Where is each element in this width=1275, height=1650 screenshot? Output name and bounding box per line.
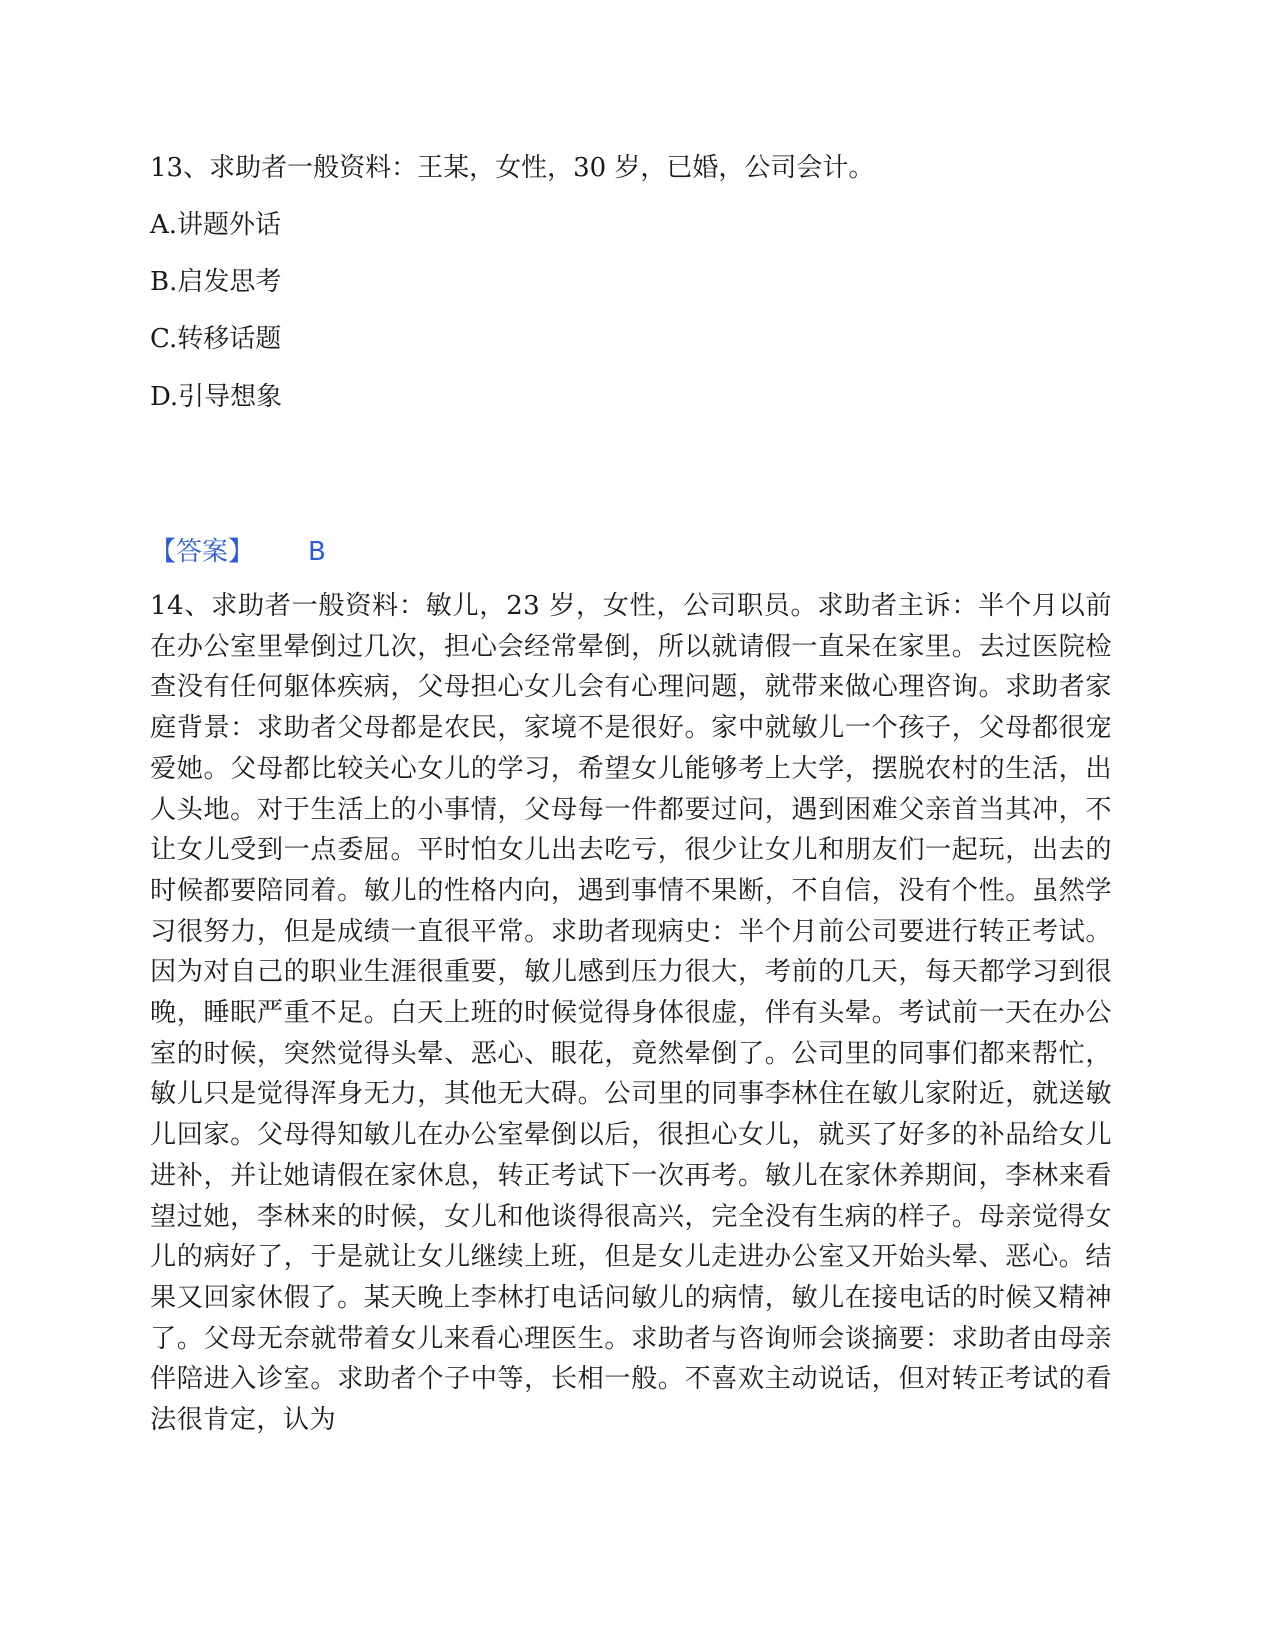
answer-label: 【答案】 [150, 537, 255, 567]
question-13-option-c: C.转移话题 [150, 324, 282, 354]
question-14-text: 14、求助者一般资料：敏儿，23 岁，女性，公司职员。求助者主诉：半个月以前在办公室里晕倒过几次，担心会经常晕倒，所以就请假一直呆在家里。去过医院检查没有任何躯体疾病，父母担心女儿会有心理问题，就带来做心理咨询。求助者家庭背景：求助者父母都是农民，家境不是很好。家中就敏儿一个孩子，父母都很宠爱她。父母都比较关心女儿的学习，希望女儿能够考上大学，摆脱农村的生活，出人头地。对于生活上的小事情，父母每一件都要过问，遇到困难父亲首当其冲，不让女儿受到一点委屈。平时怕女儿出去吃亏，很少让女儿和朋友们一起玩，出去的时候都要陪同着。敏儿的性格内向，遇到事情不果断，不自信，没有个性。虽然学习很努力，但是成绩一直很平常。求助者现病史：半个月前公司要进行转正考试。因为对自己的职业生涯很重要，敏儿感到压力很大，考前的几天，每天都学习到很晚，睡眠严重不足。白天上班的时候觉得身体很虚，伴有头晕。考试前一天在办公室的时候，突然觉得头晕、恶心、眼花，竟然晕倒了。公司里的同事们都来帮忙，敏儿只是觉得浑身无力，其他无大碍。公司里的同事李林住在敏儿家附近，就送敏儿回家。父母得知敏儿在办公室晕倒以后，很担心女儿，就买了好多的补品给女儿进补，并让她请假在家休息，转正考试下一次再考。敏儿在家休养期间，李林来看望过她，李林来的时候，女儿和他谈得很高兴，完全没有生病的样子。母亲觉得女儿的病好了，于是就让女儿继续上班，但是女儿走进办公室又开始头晕、恶心。结果又回家休假了。某天晚上李林打电话问敏儿的病情，敏儿在接电话的时候又精神了。父母无奈就带着女儿来看心理医生。求助者与咨询师会谈摘要：求助者由母亲伴陪进入诊室。求助者个子中等，长相一般。不喜欢主动说话，但对转正考试的看法很肯定，认为 [150, 591, 1112, 1436]
answer-value: B [308, 537, 326, 567]
answer-13 [150, 532, 326, 572]
question-13-stem: 13、求助者一般资料：王某，女性，30 岁，已婚，公司会计。 [150, 153, 875, 183]
question-13-option-d: D.引导想象 [150, 382, 283, 412]
question-13-option-a: A.讲题外话 [150, 210, 282, 240]
question-13-option-b: B.启发思考 [150, 267, 282, 297]
